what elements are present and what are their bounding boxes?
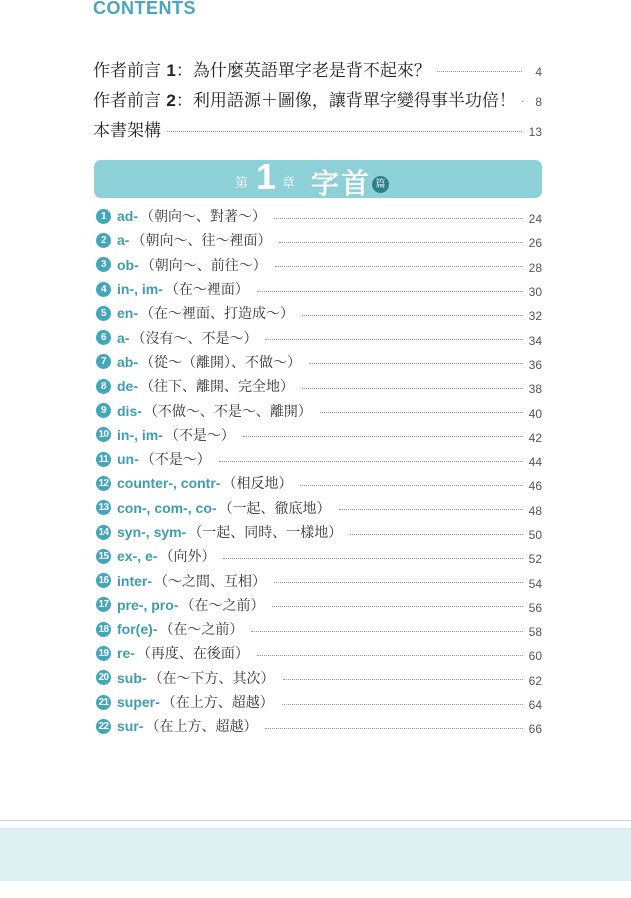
leader-dots xyxy=(257,291,523,292)
entry-number-badge: 20 xyxy=(96,670,111,685)
entry-meaning: （～之間、互相） xyxy=(154,573,266,590)
entry-prefix: de- xyxy=(117,378,138,395)
entry-number-badge: 14 xyxy=(96,525,111,540)
entry-prefix: for(e)- xyxy=(117,621,158,638)
chapter-pian-badge: 篇 xyxy=(372,176,389,193)
page-number: 58 xyxy=(528,625,542,640)
entry-meaning: （相反地） xyxy=(222,476,293,493)
toc-entry[interactable] xyxy=(96,496,542,520)
entry-number-badge: 13 xyxy=(96,500,111,515)
page-number: 34 xyxy=(528,333,542,348)
entry-number-badge: 21 xyxy=(96,695,111,710)
entry-meaning: （從～（離開）、不做～） xyxy=(140,354,301,371)
entry-meaning: （在上方、超越） xyxy=(161,695,274,712)
leader-dots xyxy=(437,71,522,72)
intro-item[interactable] xyxy=(93,53,542,83)
entry-prefix: sub- xyxy=(117,669,147,686)
chapter-banner xyxy=(94,156,542,200)
entry-number-badge: 22 xyxy=(96,719,111,734)
footer-divider xyxy=(0,820,631,821)
page-number: 28 xyxy=(528,260,542,275)
toc-entry[interactable] xyxy=(96,277,542,301)
chapter-title: 字首 xyxy=(311,167,372,200)
leader-dots xyxy=(265,728,523,729)
toc-entry[interactable] xyxy=(96,204,542,228)
entry-meaning: （朝向～、對著～） xyxy=(140,209,266,226)
page-number: 13 xyxy=(528,125,542,139)
entry-prefix: ex-, e- xyxy=(117,548,158,565)
leader-dots xyxy=(251,631,523,632)
entry-number-badge: 1 xyxy=(96,209,111,224)
entry-number-badge: 15 xyxy=(96,549,111,564)
toc-entry[interactable] xyxy=(96,228,542,252)
entry-meaning: （一起、徹底地） xyxy=(218,500,331,517)
intro-item[interactable] xyxy=(93,83,542,113)
entry-number-badge: 7 xyxy=(96,354,111,369)
entry-number-badge: 19 xyxy=(96,646,111,661)
entry-meaning: （在～下方、其次） xyxy=(148,670,275,687)
leader-dots xyxy=(265,339,523,340)
toc-entry[interactable] xyxy=(96,325,542,349)
page-number: 32 xyxy=(528,309,542,324)
entry-meaning: （不做～、不是～、離開） xyxy=(143,403,312,420)
entry-meaning: （朝向～、前往～） xyxy=(140,257,267,274)
toc-entry[interactable] xyxy=(96,617,542,641)
entry-prefix: ob- xyxy=(117,256,139,273)
toc-entry[interactable] xyxy=(96,423,542,447)
page-number: 60 xyxy=(528,649,542,664)
entry-number-badge: 4 xyxy=(96,282,111,297)
footer-band xyxy=(0,828,631,881)
entry-prefix: a- xyxy=(117,232,130,249)
leader-dots xyxy=(167,131,522,132)
page-number: 66 xyxy=(528,722,542,737)
chapter-zhang: 章 xyxy=(282,176,296,191)
leader-dots xyxy=(282,704,523,705)
contents-heading: CONTENTS xyxy=(93,0,196,18)
chapter-number: 1 xyxy=(256,156,277,197)
leader-dots xyxy=(279,242,523,243)
entry-meaning: （朝向～、往～裡面） xyxy=(131,233,272,250)
toc-entry[interactable] xyxy=(96,714,542,738)
intro-item[interactable] xyxy=(93,113,542,143)
entry-number-badge: 17 xyxy=(96,597,111,612)
entry-meaning: （在上方、超越） xyxy=(145,719,258,736)
leader-dots xyxy=(275,266,523,267)
intro-item-label: 作者前言 2：利用語源＋圖像，讓背單字變得事半功倍！ xyxy=(93,90,516,111)
entry-meaning: （一起、同時、一樣地） xyxy=(188,525,343,541)
page-number: 46 xyxy=(528,479,542,494)
entry-prefix: re- xyxy=(117,645,135,662)
entry-meaning: （往下、離開、完全地） xyxy=(140,379,294,396)
entry-number-badge: 18 xyxy=(96,622,111,637)
page-number: 52 xyxy=(528,552,542,567)
leader-dots xyxy=(302,315,523,316)
entry-meaning: （不是～） xyxy=(164,427,235,444)
entry-meaning: （向外） xyxy=(159,549,216,566)
entry-meaning: （在～之前） xyxy=(159,622,244,639)
toc-entry[interactable] xyxy=(96,447,542,471)
chapter-di: 第 xyxy=(235,176,249,191)
entry-prefix: dis- xyxy=(117,402,142,419)
entry-prefix: super- xyxy=(117,694,160,711)
entry-meaning: （再度、在後面） xyxy=(136,646,249,663)
entry-number-badge: 3 xyxy=(96,257,111,272)
entry-number-badge: 6 xyxy=(96,330,111,345)
page-number: 24 xyxy=(528,212,542,227)
page-number: 30 xyxy=(528,285,542,300)
leader-dots xyxy=(339,509,523,510)
toc-entry[interactable] xyxy=(96,253,542,277)
leader-dots xyxy=(274,218,523,219)
leader-dots xyxy=(243,436,523,437)
toc-entry[interactable] xyxy=(96,690,542,714)
leader-dots xyxy=(219,461,523,462)
page-number: 50 xyxy=(528,528,542,542)
prefix-entry-list xyxy=(96,204,542,739)
page-number: 48 xyxy=(528,503,542,518)
entry-prefix: inter- xyxy=(117,572,152,589)
entry-number-badge: 2 xyxy=(96,233,111,248)
entry-prefix: counter-, contr- xyxy=(117,475,221,492)
toc-entry[interactable] xyxy=(96,641,542,665)
entry-number-badge: 9 xyxy=(96,403,111,418)
entry-number-badge: 16 xyxy=(96,573,111,588)
toc-entry[interactable] xyxy=(96,350,542,374)
entry-number-badge: 12 xyxy=(96,476,111,491)
leader-dots xyxy=(283,679,523,680)
entry-prefix: ab- xyxy=(117,353,138,370)
entry-meaning: （不是～） xyxy=(140,452,211,469)
entry-prefix: in-, im- xyxy=(117,281,163,298)
entry-meaning: （在～之前） xyxy=(180,597,265,614)
entry-number-badge: 8 xyxy=(96,379,111,394)
entry-meaning: （在～裡面、打造成～） xyxy=(140,306,294,323)
leader-dots xyxy=(272,606,523,607)
leader-dots xyxy=(302,388,523,389)
toc-entry[interactable] xyxy=(96,398,542,422)
entry-number-badge: 5 xyxy=(96,306,111,321)
page-number: 4 xyxy=(535,65,542,79)
entry-meaning: （沒有～、不是～） xyxy=(131,330,258,347)
toc-entry[interactable] xyxy=(96,374,542,398)
entry-prefix: in-, im- xyxy=(117,426,163,443)
page-number: 8 xyxy=(535,95,542,109)
leader-dots xyxy=(320,412,523,413)
entry-meaning: （在～裡面） xyxy=(164,282,249,299)
toc-entry[interactable] xyxy=(96,568,542,592)
toc-entry[interactable] xyxy=(96,301,542,325)
entry-number-badge: 11 xyxy=(96,452,111,467)
toc-entry[interactable] xyxy=(96,544,542,568)
intro-list xyxy=(93,53,542,143)
page-number: 54 xyxy=(528,576,542,591)
toc-entry[interactable] xyxy=(96,666,542,690)
entry-prefix: ad- xyxy=(117,208,138,225)
leader-dots xyxy=(309,363,523,364)
leader-dots xyxy=(300,485,523,486)
page-number: 56 xyxy=(528,600,542,615)
entry-prefix: en- xyxy=(117,305,138,322)
page-number: 64 xyxy=(528,698,542,713)
toc-entry[interactable] xyxy=(96,593,542,617)
page-number: 26 xyxy=(528,236,542,251)
intro-item-label: 作者前言 1：為什麼英語單字老是背不起來？ xyxy=(93,60,431,81)
page-number: 42 xyxy=(528,430,542,445)
entry-prefix: syn-, sym- xyxy=(117,524,187,540)
entry-number-badge: 10 xyxy=(96,427,111,442)
page-number: 38 xyxy=(528,382,542,397)
toc-entry[interactable] xyxy=(96,520,542,544)
leader-dots xyxy=(350,534,523,535)
entry-prefix: con-, com-, co- xyxy=(117,499,217,516)
entry-prefix: a- xyxy=(117,329,130,346)
page-number: 62 xyxy=(528,673,542,688)
leader-dots xyxy=(274,582,523,583)
page-number: 36 xyxy=(528,357,542,372)
page-number: 40 xyxy=(528,406,542,421)
entry-prefix: un- xyxy=(117,451,139,468)
leader-dots xyxy=(257,655,523,656)
toc-entry[interactable] xyxy=(96,471,542,495)
leader-dots xyxy=(223,558,523,559)
intro-item-label: 本書架構 xyxy=(93,120,161,141)
page-number: 44 xyxy=(528,455,542,470)
entry-prefix: pre-, pro- xyxy=(117,596,179,613)
entry-prefix: sur- xyxy=(117,718,144,735)
